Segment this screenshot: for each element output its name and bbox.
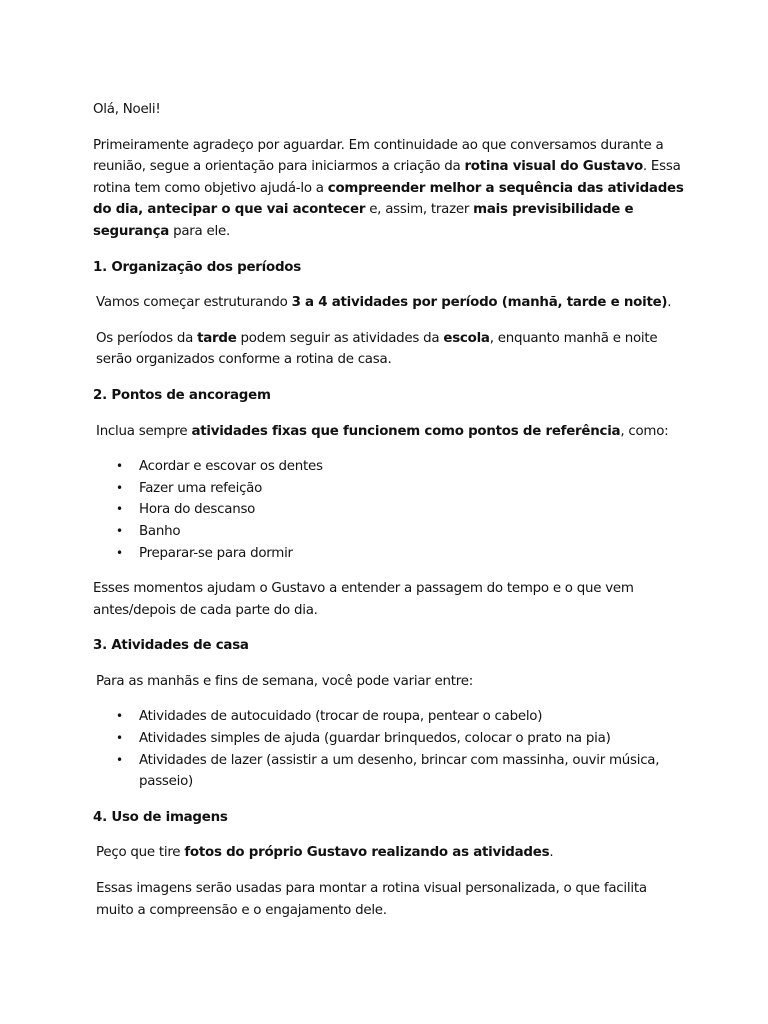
bullet-icon: • [116, 545, 123, 560]
list-item: • Acordar e escovar os dentes [93, 456, 688, 478]
bullet-icon: • [116, 731, 123, 746]
list-item: • Preparar-se para dormir [93, 543, 688, 565]
list-item: • Hora do descanso [93, 499, 688, 521]
bullet-icon: • [116, 752, 123, 767]
bullet-icon: • [116, 459, 123, 474]
section-3-paragraph-1: Para as manhãs e fins de semana, você pode variar entre: [96, 673, 473, 689]
list-item: • Atividades de lazer (assistir a um desenho, brincar com massinha, ouvir música, passeio) [93, 750, 688, 793]
bullet-icon: • [116, 523, 123, 538]
section-heading-2: 2. Pontos de ancoragem [93, 387, 271, 403]
anchor-points-list [93, 456, 688, 564]
section-2-paragraph-2: Esses momentos ajudam o Gustavo a entender a passagem do tempo e o que vem antes/depois de cada parte do dia. [93, 581, 634, 618]
list-item: • Banho [93, 521, 688, 543]
home-activities-list [93, 706, 688, 792]
bullet-icon: • [116, 480, 123, 495]
section-heading-4: 4. Uso de imagens [93, 809, 228, 825]
bullet-icon: • [116, 502, 123, 517]
section-heading-3: 3. Atividades de casa [93, 638, 249, 654]
list-item: • Fazer uma refeição [93, 478, 688, 500]
bullet-icon: • [116, 709, 123, 724]
greeting: Olá, Noeli! [93, 102, 161, 117]
section-heading-1: 1. Organização dos períodos [93, 259, 301, 275]
section-4-paragraph-2: Essas imagens serão usadas para montar a rotina visual personalizada, o que facilita muito a compreensão e o engajamento dele. [96, 881, 647, 918]
list-item: • Atividades simples de ajuda (guardar brinquedos, colocar o prato na pia) [93, 728, 688, 750]
section-1-paragraph-2: Os períodos da tarde podem seguir as atividades da escola, enquanto manhã e noite serão organizados conforme a rotina de casa. [96, 330, 658, 368]
list-item: • Atividades de autocuidado (trocar de roupa, pentear o cabelo) [93, 706, 688, 728]
section-2-paragraph-1: Inclua sempre atividades fixas que funcionem como pontos de referência, como: [96, 423, 669, 439]
intro-paragraph: Primeiramente agradeço por aguardar. Em continuidade ao que conversamos durante a reunião, segue a orientação para iniciarmos a criação da rotina visual do Gustavo. Essa rotina tem como objetivo ajudá-lo a compreender melhor a sequência das atividades do dia, antecipar o que vai acontecer e, assim, trazer mais previsibilidade e segurança para ele. [93, 137, 684, 239]
section-1-paragraph-1: Vamos começar estruturando 3 a 4 atividades por período (manhã, tarde e noite). [96, 295, 672, 311]
section-4-paragraph-1: Peço que tire fotos do próprio Gustavo realizando as atividades. [96, 845, 554, 861]
